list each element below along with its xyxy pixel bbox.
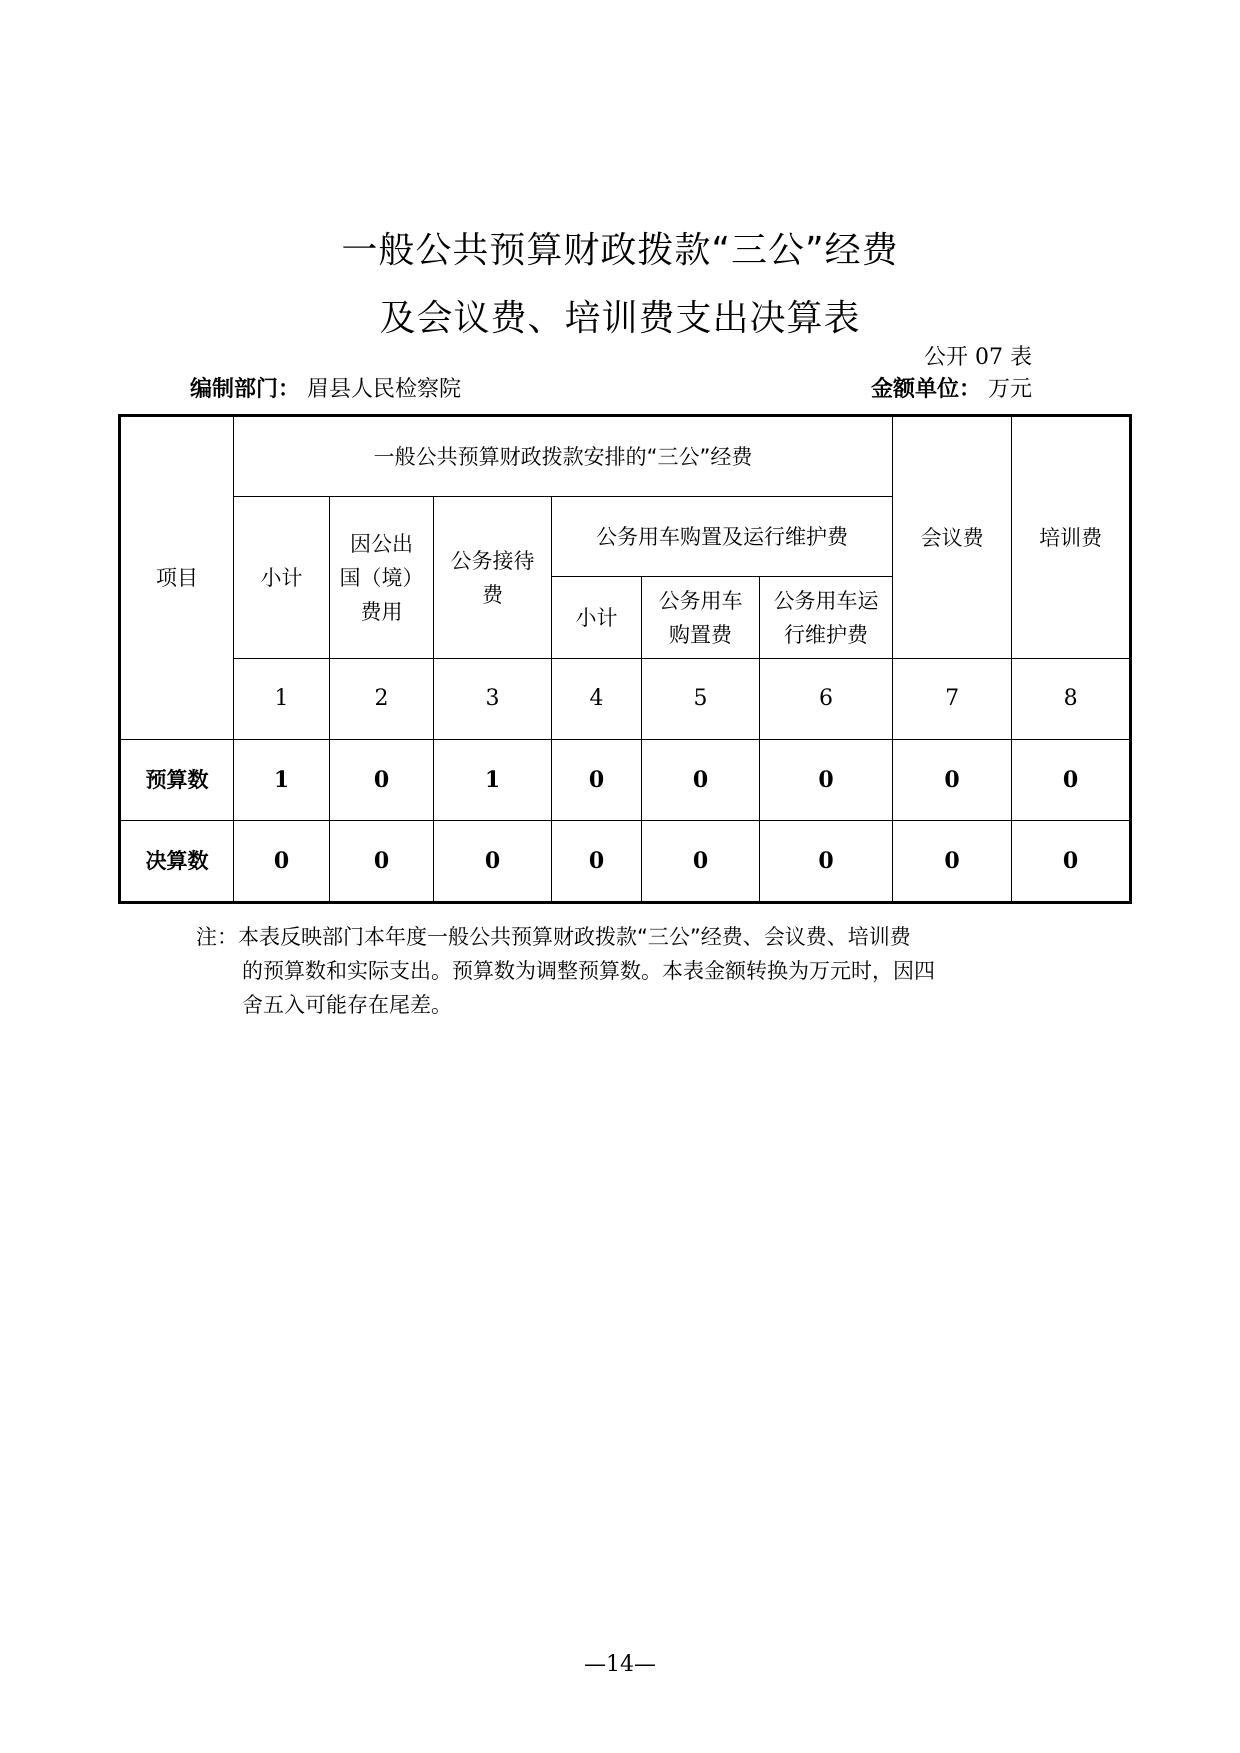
amount-unit-value: 万元 bbox=[987, 377, 1032, 402]
header-car-subtotal: 小计 bbox=[552, 577, 642, 659]
note-line-3: 舍五入可能存在尾差。 bbox=[242, 993, 452, 1017]
column-number: 8 bbox=[1012, 659, 1131, 740]
note-line-2: 的预算数和实际支出。预算数为调整预算数。本表金额转换为万元时，因四 bbox=[242, 959, 935, 983]
cell-value: 0 bbox=[893, 821, 1012, 903]
expense-table bbox=[118, 414, 1132, 904]
cell-value: 0 bbox=[760, 740, 893, 821]
amount-unit bbox=[871, 372, 1032, 403]
header-training-fee: 培训费 bbox=[1012, 416, 1131, 659]
cell-value: 0 bbox=[552, 740, 642, 821]
department-label: 编制部门： bbox=[190, 377, 301, 402]
note-line-1: 注：本表反映部门本年度一般公共预算财政拨款“三公”经费、会议费、培训费 bbox=[196, 925, 911, 949]
department bbox=[190, 372, 461, 403]
header-car-purchase-line-1: 公务用车 bbox=[658, 588, 743, 613]
cell-value: 0 bbox=[893, 740, 1012, 821]
table-row-final bbox=[120, 821, 1131, 903]
cell-value: 0 bbox=[642, 821, 760, 903]
row-label-budget: 预算数 bbox=[120, 740, 234, 821]
header-reception-line-1: 公务接待 bbox=[450, 548, 535, 573]
table-row-budget bbox=[120, 740, 1131, 821]
department-value: 眉县人民检察院 bbox=[307, 377, 462, 402]
header-abroad-line-3: 费用 bbox=[360, 599, 403, 624]
cell-value: 0 bbox=[234, 821, 330, 903]
header-item: 项目 bbox=[120, 416, 234, 740]
table-note bbox=[196, 920, 1076, 1022]
header-car-group: 公务用车购置及运行维护费 bbox=[552, 497, 893, 577]
cell-value: 0 bbox=[760, 821, 893, 903]
header-car-purchase bbox=[642, 577, 760, 659]
cell-value: 0 bbox=[434, 821, 552, 903]
title-line-1: 一般公共预算财政拨款“三公”经费 bbox=[341, 230, 899, 271]
cell-value: 0 bbox=[642, 740, 760, 821]
page-number: —14— bbox=[584, 1652, 656, 1677]
header-reception bbox=[434, 497, 552, 659]
header-three-public-group: 一般公共预算财政拨款安排的“三公”经费 bbox=[234, 416, 893, 497]
column-number: 5 bbox=[642, 659, 760, 740]
column-number: 7 bbox=[893, 659, 1012, 740]
header-car-running bbox=[760, 577, 893, 659]
cell-value: 0 bbox=[330, 740, 434, 821]
header-reception-line-2: 费 bbox=[482, 582, 503, 607]
header-car-running-line-2: 行维护费 bbox=[784, 622, 869, 647]
header-subtotal: 小计 bbox=[234, 497, 330, 659]
header-abroad-line-2: 国（境） bbox=[339, 565, 424, 590]
header-car-running-line-1: 公务用车运 bbox=[773, 588, 879, 613]
cell-value: 0 bbox=[1012, 821, 1131, 903]
column-number: 1 bbox=[234, 659, 330, 740]
cell-value: 0 bbox=[330, 821, 434, 903]
cell-value: 1 bbox=[434, 740, 552, 821]
title-line-2: 及会议费、培训费支出决算表 bbox=[379, 298, 861, 339]
cell-value: 0 bbox=[1012, 740, 1131, 821]
cell-value: 1 bbox=[234, 740, 330, 821]
cell-value: 0 bbox=[552, 821, 642, 903]
column-number: 3 bbox=[434, 659, 552, 740]
amount-unit-label: 金额单位： bbox=[870, 377, 981, 402]
column-number: 4 bbox=[552, 659, 642, 740]
column-number: 2 bbox=[330, 659, 434, 740]
header-car-purchase-line-2: 购置费 bbox=[669, 622, 732, 647]
row-label-final: 决算数 bbox=[120, 821, 234, 903]
header-meeting-fee: 会议费 bbox=[893, 416, 1012, 659]
header-abroad-line-1: 因公出 bbox=[350, 531, 413, 556]
form-number: 公开 07 表 bbox=[924, 345, 1032, 370]
header-abroad bbox=[330, 497, 434, 659]
column-number: 6 bbox=[760, 659, 893, 740]
